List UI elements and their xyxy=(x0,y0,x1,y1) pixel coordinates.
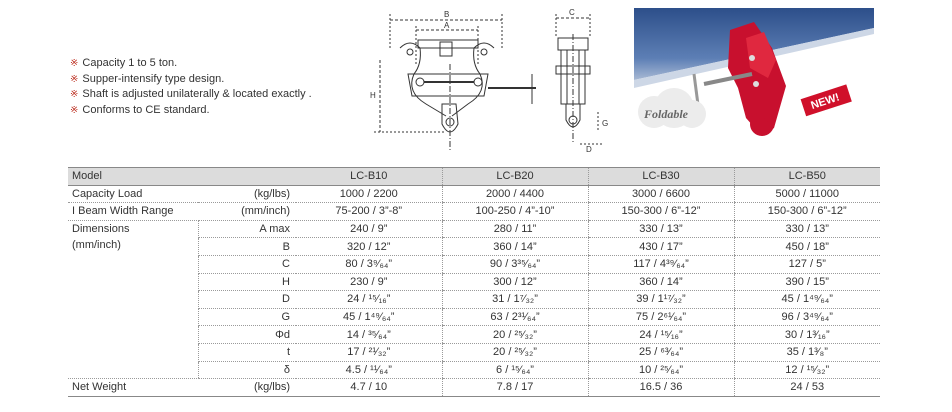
table-cell: 117 / 4³⁹⁄₆₄” xyxy=(588,255,734,273)
table-cell: 100-250 / 4”-10” xyxy=(442,203,588,221)
front-view-drawing xyxy=(360,4,550,156)
table-row xyxy=(68,379,880,397)
row-unit: (mm/inch) xyxy=(198,203,296,221)
row-label: I Beam Width Range xyxy=(68,203,198,221)
table-cell: 6 / ¹⁵⁄₆₄” xyxy=(442,361,588,379)
table-cell: 450 / 18” xyxy=(734,238,880,256)
table-cell: 390 / 15” xyxy=(734,273,880,291)
table-cell: 240 / 9” xyxy=(296,220,442,238)
table-cell: 24 / 53 xyxy=(734,379,880,397)
table-cell: 31 / 1⁷⁄₃₂” xyxy=(442,291,588,309)
table-cell: 5000 / 11000 xyxy=(734,185,880,203)
table-cell: 2000 / 4400 xyxy=(442,185,588,203)
dimension-name: D xyxy=(198,291,296,309)
dimension-name: A max xyxy=(198,220,296,238)
table-cell: 330 / 13” xyxy=(588,220,734,238)
table-cell: 7.8 / 17 xyxy=(442,379,588,397)
dim-label-h: H xyxy=(370,91,376,100)
table-row xyxy=(68,203,880,221)
side-view-drawing xyxy=(548,4,620,156)
table-cell: 16.5 / 36 xyxy=(588,379,734,397)
dim-label-b: B xyxy=(444,10,450,19)
model-column-header: LC-B10 xyxy=(296,168,442,186)
dimension-name: C xyxy=(198,255,296,273)
row-label: Net Weight xyxy=(68,379,198,397)
row-unit: (kg/lbs) xyxy=(198,185,296,203)
model-header: Model xyxy=(68,168,296,186)
table-row xyxy=(68,185,880,203)
bullet-mark-icon: ※ xyxy=(70,104,79,116)
dim-label-d: D xyxy=(586,145,592,154)
model-column-header: LC-B50 xyxy=(734,168,880,186)
feature-item: ※ Capacity 1 to 5 ton. xyxy=(70,57,178,69)
product-photo xyxy=(634,8,874,144)
table-cell: 17 / ²¹⁄₃₂” xyxy=(296,343,442,361)
table-cell: 24 / ¹⁵⁄₁₆” xyxy=(296,291,442,309)
foldable-badge: Foldable xyxy=(644,107,688,121)
table-cell: 360 / 14” xyxy=(588,273,734,291)
table-row xyxy=(68,220,880,238)
table-cell: 80 / 3⁹⁄₆₄” xyxy=(296,255,442,273)
bullet-mark-icon: ※ xyxy=(70,58,79,69)
dimensions-label: Dimensions xyxy=(72,222,130,235)
feature-item: ※ Conforms to CE standard. xyxy=(70,103,210,116)
dimension-name: t xyxy=(198,343,296,361)
table-cell: 14 / ³⁵⁄₆₄” xyxy=(296,326,442,344)
feature-item: ※ Shaft is adjusted unilaterally & located exactly . xyxy=(70,88,312,100)
table-cell: 63 / 2³¹⁄₆₄” xyxy=(442,308,588,326)
table-cell: 430 / 17” xyxy=(588,238,734,256)
table-cell: 24 / ¹⁵⁄₁₆” xyxy=(588,326,734,344)
model-column-header: LC-B30 xyxy=(588,168,734,186)
table-cell: 10 / ²⁵⁄₆₄” xyxy=(588,361,734,379)
dimensions-label-cell xyxy=(68,220,198,378)
dimension-name: δ xyxy=(198,361,296,379)
table-cell: 330 / 13” xyxy=(734,220,880,238)
table-cell: 35 / 1³⁄₈” xyxy=(734,343,880,361)
row-unit: (kg/lbs) xyxy=(198,379,296,397)
table-cell: 96 / 3⁴⁹⁄₆₄” xyxy=(734,308,880,326)
table-cell: 230 / 9” xyxy=(296,273,442,291)
dimension-name: B xyxy=(198,238,296,256)
feature-item: ※ Supper-intensify type design. xyxy=(70,72,225,85)
feature-list xyxy=(70,56,312,118)
table-header-row xyxy=(68,168,880,186)
bullet-mark-icon: ※ xyxy=(70,73,79,85)
table-cell: 45 / 1⁴⁹⁄₆₄” xyxy=(296,308,442,326)
table-cell: 4.5 / ¹¹⁄₆₄” xyxy=(296,361,442,379)
table-cell: 1000 / 2200 xyxy=(296,185,442,203)
table-cell: 75 / 2⁶¹⁄₆₄” xyxy=(588,308,734,326)
table-cell: 150-300 / 6”-12” xyxy=(588,203,734,221)
table-cell: 75-200 / 3”-8” xyxy=(296,203,442,221)
table-cell: 3000 / 6600 xyxy=(588,185,734,203)
bullet-mark-icon: ※ xyxy=(70,89,79,100)
dimension-name: Φd xyxy=(198,326,296,344)
table-cell: 280 / 11” xyxy=(442,220,588,238)
table-cell: 12 / ¹⁵⁄₃₂” xyxy=(734,361,880,379)
table-cell: 90 / 3³⁵⁄₆₄” xyxy=(442,255,588,273)
table-cell: 360 / 14” xyxy=(442,238,588,256)
table-cell: 4.7 / 10 xyxy=(296,379,442,397)
new-badge-text: NEW! xyxy=(809,91,842,112)
table-cell: 300 / 12” xyxy=(442,273,588,291)
dimension-name: G xyxy=(198,308,296,326)
table-cell: 150-300 / 6”-12” xyxy=(734,203,880,221)
dim-label-g: G xyxy=(602,119,609,128)
table-cell: 320 / 12” xyxy=(296,238,442,256)
table-cell: 30 / 1³⁄₁₆” xyxy=(734,326,880,344)
dim-label-c: C xyxy=(569,8,575,17)
table-cell: 25 / ⁶³⁄₆₄” xyxy=(588,343,734,361)
dimension-name: H xyxy=(198,273,296,291)
table-cell: 39 / 1¹⁷⁄₃₂” xyxy=(588,291,734,309)
table-cell: 127 / 5” xyxy=(734,255,880,273)
table-cell: 45 / 1⁴⁹⁄₆₄” xyxy=(734,291,880,309)
table-cell: 20 / ²⁵⁄₃₂” xyxy=(442,343,588,361)
dimensions-unit: (mm/inch) xyxy=(72,238,121,251)
new-badge xyxy=(801,84,852,116)
specification-table xyxy=(68,167,880,397)
model-column-header: LC-B20 xyxy=(442,168,588,186)
row-label: Capacity Load xyxy=(68,185,198,203)
dim-label-a: A xyxy=(444,21,450,30)
table-cell: 20 / ²⁵⁄₃₂” xyxy=(442,326,588,344)
